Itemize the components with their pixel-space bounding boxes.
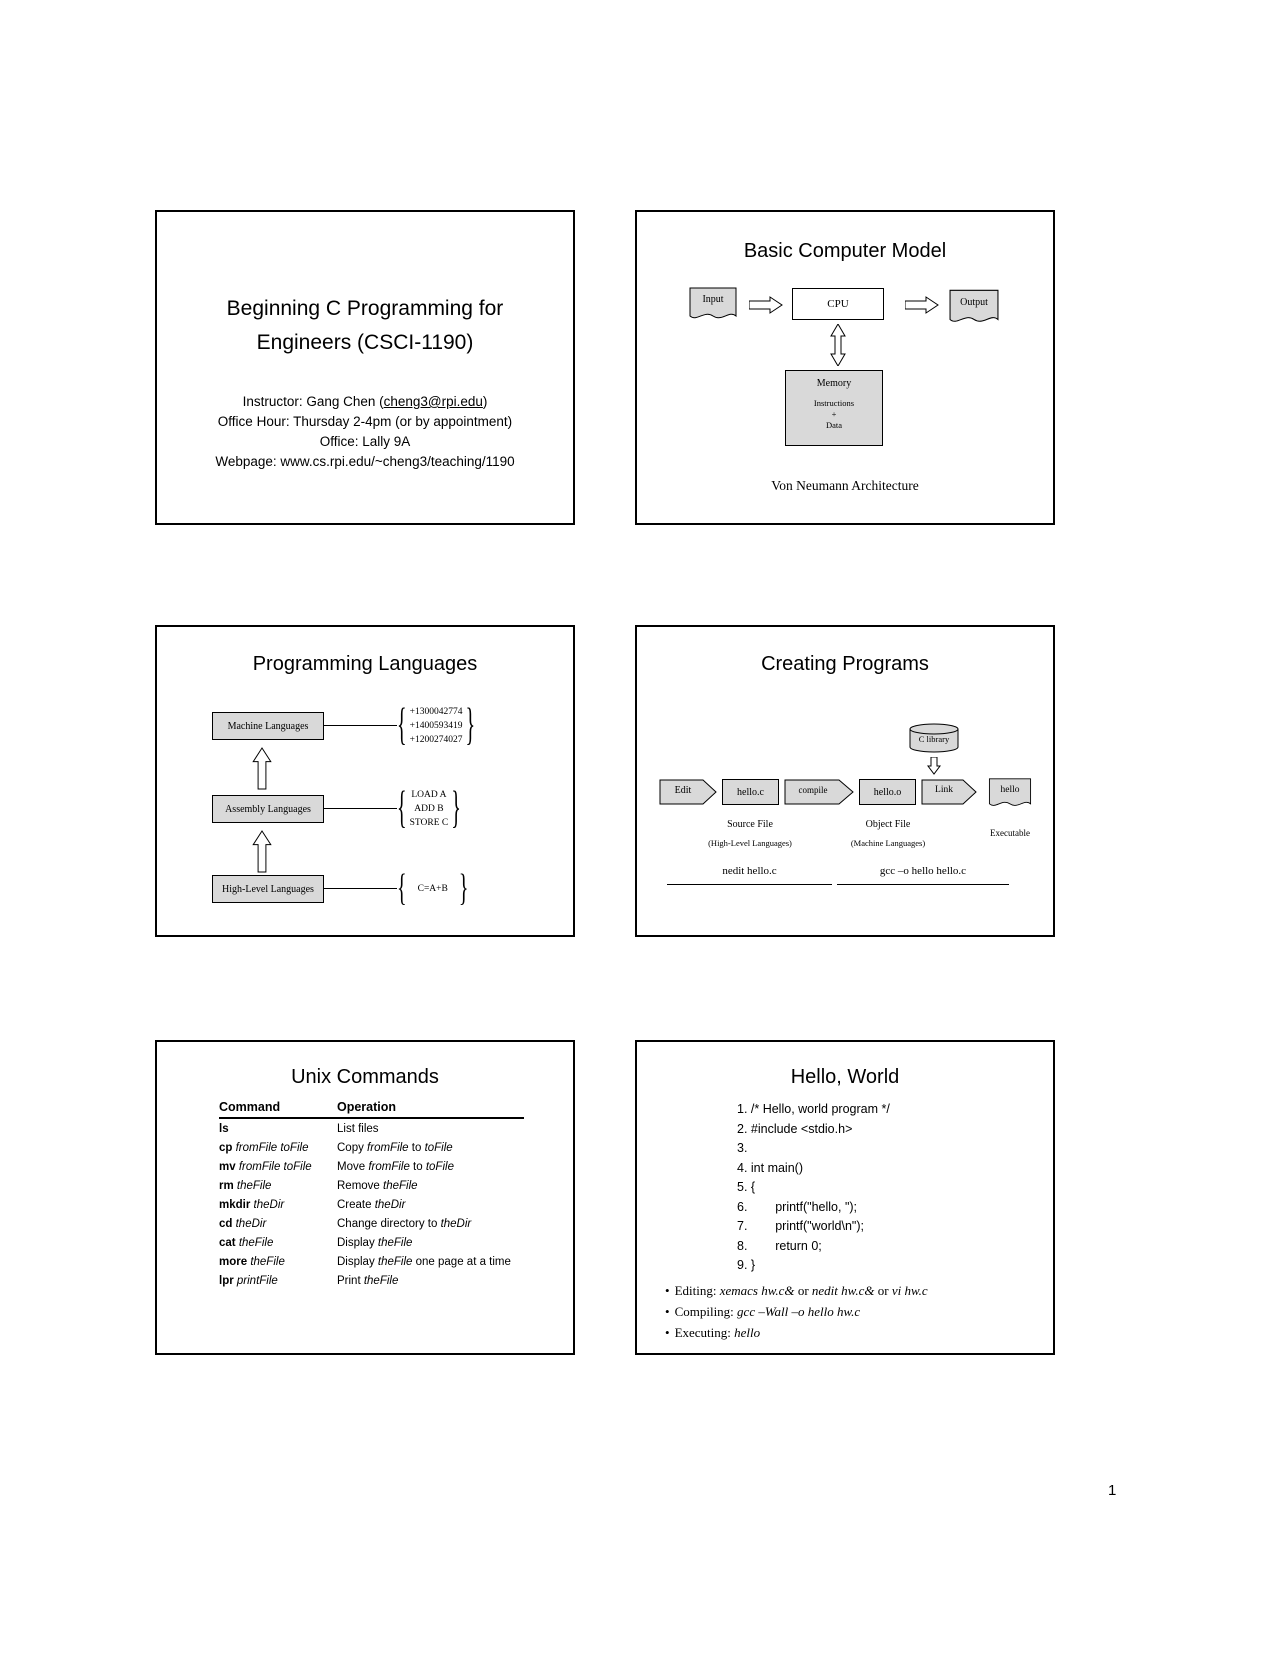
source-file-label: Source File — [727, 819, 773, 830]
left-brace: { — [397, 867, 407, 909]
up-arrow-icon — [252, 830, 272, 873]
operation-cell: Display theFile one page at a time — [337, 1255, 511, 1268]
webpage-line: Webpage: www.cs.rpi.edu/~cheng3/teaching/1190 — [215, 454, 515, 469]
table-row — [219, 1157, 524, 1176]
slide-1 — [155, 210, 575, 525]
unix-commands-table — [219, 1100, 524, 1290]
assembly-example-lines — [410, 788, 449, 830]
slide5-title: Unix Commands — [291, 1066, 439, 1088]
connector-line — [324, 808, 397, 809]
input-label: Input — [702, 294, 724, 305]
example-line: LOAD A — [411, 790, 447, 800]
link-label: Link — [935, 785, 953, 795]
example-line: C=A+B — [417, 884, 448, 894]
operation-cell: Move fromFile to toFile — [337, 1160, 454, 1173]
bullet-icon: • — [665, 1325, 670, 1340]
slide2-caption: Von Neumann Architecture — [771, 478, 919, 493]
table-header-row — [219, 1100, 524, 1118]
code-line: 2. #include <stdio.h> — [737, 1121, 853, 1136]
example-line: +1300042774 — [409, 707, 463, 717]
code-line: 7. printf("world\n"); — [737, 1219, 864, 1233]
source-lang-label: (High-Level Languages) — [708, 838, 792, 848]
edit-label: Edit — [674, 785, 692, 796]
right-brace: } — [465, 699, 476, 751]
slide6-title: Hello, World — [790, 1066, 900, 1088]
operation-cell: List files — [337, 1122, 379, 1135]
slide1-title-line1: Beginning C Programming for — [226, 297, 504, 320]
command-cell: lpr printFile — [219, 1274, 278, 1287]
output-label: Output — [960, 297, 988, 308]
slide4-title: Creating Programs — [761, 653, 929, 675]
email-link[interactable]: cheng3@rpi.edu — [383, 394, 483, 409]
object-file-label: Object File — [865, 819, 911, 830]
table-row — [219, 1214, 524, 1233]
slide3-title: Programming Languages — [252, 653, 478, 675]
example-line: +1200274027 — [409, 735, 463, 745]
slide-2 — [635, 210, 1055, 525]
memory-data: Data — [825, 420, 843, 430]
example-line: ADD B — [414, 804, 444, 814]
memory-plus: + — [831, 409, 837, 419]
machine-example-lines — [410, 705, 463, 747]
slide-4 — [635, 625, 1055, 937]
command-cell: more theFile — [219, 1255, 285, 1268]
operation-cell: Change directory to theDir — [337, 1217, 472, 1230]
up-arrow-icon — [252, 747, 272, 790]
command-cell: rm theFile — [219, 1179, 272, 1192]
command-cell: cd theDir — [219, 1217, 267, 1230]
compile-command: gcc –o hello hello.c — [837, 865, 1009, 885]
memory-box — [785, 370, 883, 446]
slide-6 — [635, 1040, 1055, 1355]
edit-command: nedit hello.c — [667, 865, 832, 885]
highlevel-languages-box: High-Level Languages — [212, 875, 324, 903]
highlevel-example — [397, 869, 468, 909]
slide-5 — [155, 1040, 575, 1355]
assembly-languages-box: Assembly Languages — [212, 795, 324, 823]
command-cell: ls — [219, 1122, 229, 1135]
instructor-text: Instructor: Gang Chen ( — [242, 394, 384, 409]
hello-exe-label: hello — [1000, 785, 1020, 795]
table-row — [219, 1138, 524, 1157]
code-line: 6. printf("hello, "); — [737, 1199, 858, 1214]
example-line: +1400593419 — [409, 721, 463, 731]
right-brace: } — [451, 782, 461, 834]
command-cell: mv fromFile toFile — [219, 1160, 312, 1173]
operation-cell: Create theDir — [337, 1198, 406, 1211]
right-arrow-icon — [905, 296, 939, 314]
command-cell: mkdir theDir — [219, 1198, 285, 1211]
slide-3 — [155, 625, 575, 937]
code-line: 1. /* Hello, world program */ — [737, 1102, 890, 1116]
bullet-item: • Executing: hello — [665, 1325, 761, 1340]
example-line: STORE C — [409, 818, 449, 828]
table-row — [219, 1252, 524, 1271]
page-number: 1 — [1108, 1482, 1117, 1499]
connector-line — [324, 725, 397, 726]
cpu-box: CPU — [792, 288, 884, 320]
memory-title: Memory — [816, 378, 852, 389]
unix-table-body — [219, 1118, 524, 1290]
operation-header: Operation — [337, 1100, 524, 1118]
office-line: Office: Lally 9A — [319, 434, 411, 449]
command-cell: cp fromFile toFile — [219, 1141, 309, 1154]
command-cell: cat theFile — [219, 1236, 274, 1249]
office-hour-line: Office Hour: Thursday 2-4pm (or by appointment) — [217, 414, 513, 429]
code-listing — [737, 1100, 890, 1276]
left-brace: { — [397, 699, 407, 751]
slide2-title: Basic Computer Model — [743, 240, 947, 262]
up-down-arrow-icon — [830, 324, 846, 366]
bullet-icon: • — [665, 1283, 670, 1298]
compile-label: compile — [798, 785, 828, 795]
table-row — [219, 1195, 524, 1214]
code-line: 8. return 0; — [737, 1238, 822, 1253]
hello-o-box: hello.o — [859, 779, 916, 805]
bullet-icon: • — [665, 1304, 670, 1319]
table-row — [219, 1176, 524, 1195]
table-row — [219, 1271, 524, 1290]
object-lang-label: (Machine Languages) — [850, 838, 926, 848]
right-arrow-icon — [749, 296, 783, 314]
c-library-label: C library — [918, 734, 950, 744]
code-line: 3. — [737, 1141, 748, 1155]
machine-languages-box: Machine Languages — [212, 712, 324, 740]
executable-label: Executable — [990, 828, 1030, 838]
operation-cell: Print theFile — [337, 1274, 399, 1287]
operation-cell: Remove theFile — [337, 1179, 418, 1192]
table-row — [219, 1118, 524, 1138]
slide1-title-line2: Engineers (CSCI-1190) — [256, 331, 474, 354]
code-line: 9. } — [737, 1258, 756, 1272]
operation-cell: Copy fromFile to toFile — [337, 1141, 453, 1154]
connector-line — [324, 888, 397, 889]
code-line: 4. int main() — [737, 1160, 803, 1175]
input-flag-shape — [689, 286, 737, 324]
bullet-item: • Editing: xemacs hw.c& or nedit hw.c& or vi hw.c — [665, 1283, 928, 1298]
machine-example — [397, 698, 475, 754]
down-arrow-icon — [927, 757, 941, 775]
operation-cell: Display theFile — [337, 1236, 413, 1249]
instructor-line — [157, 392, 573, 412]
slide1-info — [157, 392, 573, 472]
table-row — [219, 1233, 524, 1252]
code-line: 5. { — [737, 1180, 756, 1194]
left-brace: { — [397, 782, 407, 834]
hello-c-box: hello.c — [722, 779, 779, 805]
bullet-item: • Compiling: gcc –Wall –o hello hw.c — [665, 1304, 861, 1319]
highlevel-example-lines — [410, 882, 456, 896]
output-flag-shape — [949, 288, 999, 328]
slide1-title — [157, 292, 573, 360]
instructor-text-suffix: ) — [482, 394, 488, 409]
assembly-example — [397, 781, 461, 837]
command-header: Command — [219, 1100, 337, 1118]
bullet-list — [665, 1280, 1043, 1343]
right-brace: } — [458, 867, 469, 909]
memory-instructions: Instructions — [813, 398, 855, 408]
